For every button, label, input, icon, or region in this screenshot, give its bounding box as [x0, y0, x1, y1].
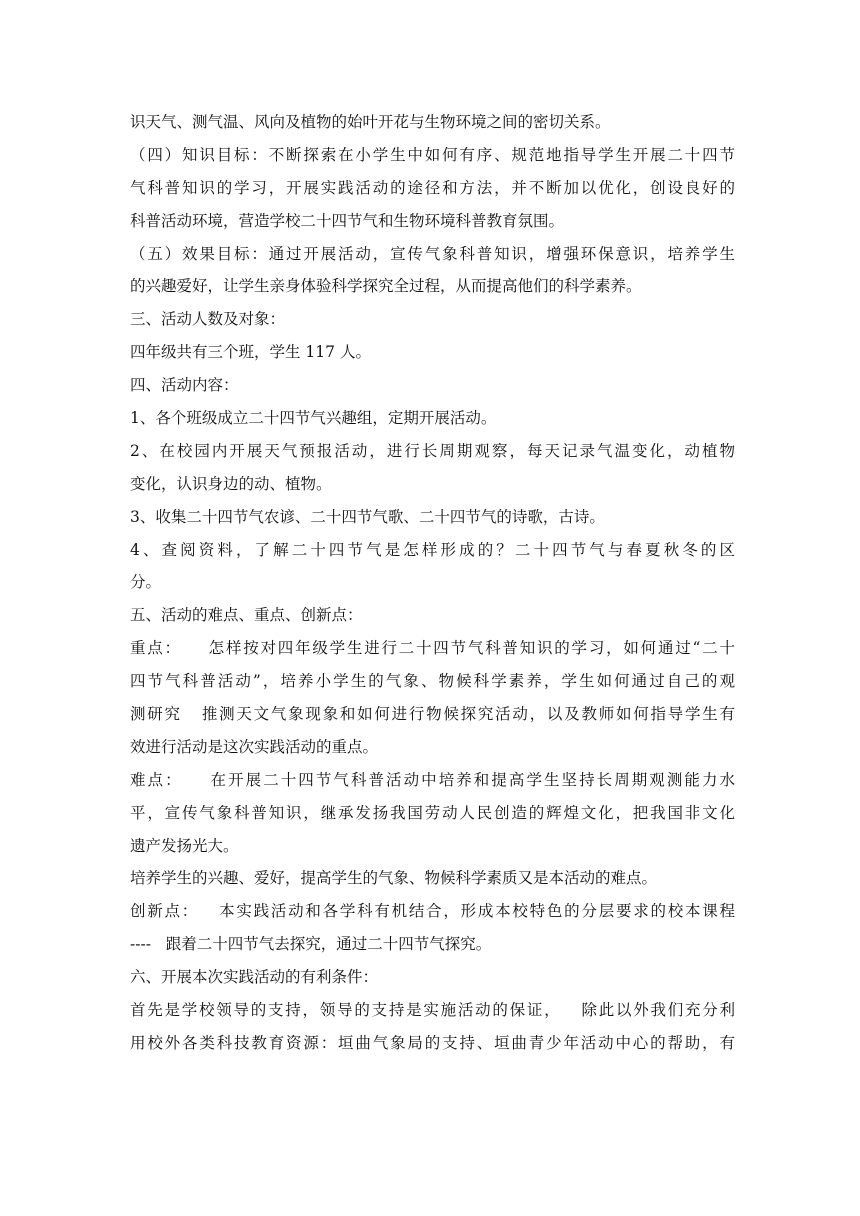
text-line: 重点： 怎样按对四年级学生进行二十四节气科普知识的学习，如何通过“二十 — [130, 639, 735, 658]
text-line: 气科普知识的学习，开展实践活动的途径和方法，并不断加以优化，创设良好的 — [130, 178, 735, 197]
text-line: （四）知识目标：不断探索在小学生中如何有序、规范地指导学生开展二十四节 — [130, 145, 735, 164]
text-line: 四年级共有三个班，学生 117 人。 — [130, 343, 371, 362]
text-line: 变化，认识身边的动、植物。 — [130, 474, 332, 493]
text-line: 首先是学校领导的支持，领导的支持是实施活动的保证， 除此以外我们充分利 — [130, 1001, 735, 1020]
text-line: 2、在校园内开展天气预报活动，进行长周期观察，每天记录气温变化，动植物 — [130, 441, 735, 460]
text-line: 分。 — [130, 573, 162, 592]
text-line: 遗产发扬光大。 — [130, 836, 239, 855]
text-line: 培养学生的兴趣、爱好，提高学生的气象、物候科学素质又是本活动的难点。 — [130, 869, 658, 888]
text-line: 创新点： 本实践活动和各学科有机结合，形成本校特色的分层要求的校本课程 — [130, 902, 735, 921]
text-line: ---- 跟着二十四节气去探究，通过二十四节气探究。 — [130, 935, 492, 954]
text-line: 四节气科普活动”，培养小学生的气象、物候科学素养，学生如何通过自己的观 — [130, 672, 735, 691]
text-line: （五）效果目标：通过开展活动，宣传气象科普知识，增强环保意识，培养学生 — [130, 244, 735, 263]
text-line: 难点： 在开展二十四节气科普活动中培养和提高学生坚持长周期观测能力水 — [130, 770, 735, 789]
text-line: 科普活动环境，营造学校二十四节气和生物环境科普教育氛围。 — [130, 211, 565, 230]
text-line: 效进行活动是这次实践活动的重点。 — [130, 737, 379, 756]
text-line: 3、收集二十四节气农谚、二十四节气歌、二十四节气的诗歌，古诗。 — [130, 507, 605, 526]
text-line: 用校外各类科技教育资源：垣曲气象局的支持、垣曲青少年活动中心的帮助，有 — [130, 1033, 735, 1052]
text-line: 四、活动内容： — [130, 376, 239, 395]
text-line: 识天气、测气温、风向及植物的始叶开花与生物环境之间的密切关系。 — [130, 113, 611, 131]
text-line: 1、各个班级成立二十四节气兴趣组，定期开展活动。 — [130, 409, 497, 428]
text-line: 六、开展本次实践活动的有利条件： — [130, 968, 379, 987]
text-line: 4、查阅资料，了解二十四节气是怎样形成的？二十四节气与春夏秋冬的区 — [130, 540, 735, 559]
document-body — [130, 106, 735, 1060]
text-line: 的兴趣爱好，让学生亲身体验科学探究全过程，从而提高他们的科学素养。 — [130, 277, 642, 296]
text-line: 三、活动人数及对象： — [130, 310, 286, 329]
text-line: 平，宣传气象科普知识，继承发扬我国劳动人民创造的辉煌文化，把我国非文化 — [130, 803, 735, 822]
text-line: 五、活动的难点、重点、创新点： — [130, 606, 363, 625]
text-line: 测研究 推测天文气象现象和如何进行物候探究活动，以及教师如何指导学生有 — [130, 705, 735, 724]
